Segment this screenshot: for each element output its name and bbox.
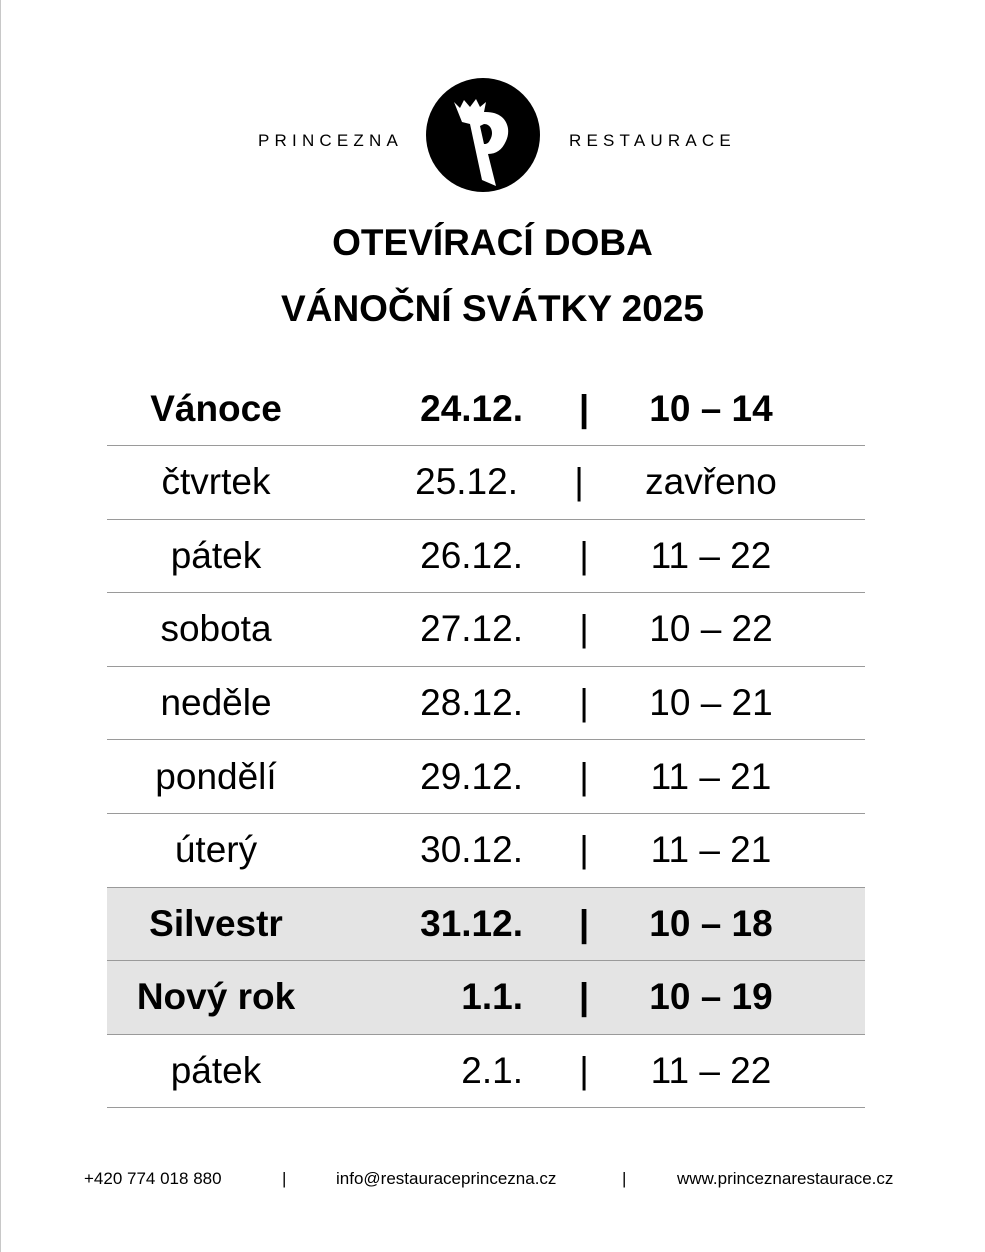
- row-date: 29.12.: [420, 755, 523, 797]
- row-separator: |: [578, 976, 590, 1018]
- row-hours: zavřeno: [645, 461, 777, 503]
- row-date: 31.12.: [420, 902, 523, 944]
- opening-hours-table: [107, 373, 865, 1108]
- row-day: Nový rok: [136, 976, 296, 1018]
- row-separator: |: [579, 682, 589, 724]
- table-row: [107, 446, 865, 520]
- row-day: pátek: [170, 534, 262, 576]
- row-date: 1.1.: [461, 976, 523, 1018]
- row-hours: 10 – 21: [649, 682, 773, 724]
- row-date: 27.12.: [420, 608, 523, 650]
- table-row-highlight: [107, 961, 865, 1035]
- contact-footer: [0, 1169, 985, 1193]
- footer-email: info@restauraceprincezna.cz: [336, 1169, 557, 1188]
- brand-name-left: PRINCEZNA: [258, 131, 404, 150]
- row-hours: 10 – 19: [649, 976, 773, 1018]
- table-row: [107, 593, 865, 667]
- princezna-logo-icon: [426, 78, 540, 192]
- brand-name-right: RESTAURACE: [569, 131, 736, 150]
- table-row: [107, 1035, 865, 1109]
- table-row: [107, 667, 865, 741]
- row-date: 24.12.: [420, 388, 523, 429]
- row-separator: |: [579, 755, 589, 797]
- row-separator: |: [578, 388, 590, 429]
- footer-website: www.princeznarestaurace.cz: [677, 1169, 894, 1188]
- row-day: sobota: [160, 608, 272, 650]
- footer-separator: |: [282, 1169, 287, 1188]
- row-date: 28.12.: [420, 682, 523, 724]
- table-row: [107, 520, 865, 594]
- row-separator: |: [579, 608, 589, 650]
- table-row: [107, 740, 865, 814]
- row-day: Vánoce: [150, 388, 282, 429]
- row-date: 25.12.: [415, 461, 518, 503]
- row-day: čtvrtek: [161, 461, 271, 503]
- row-hours: 11 – 21: [650, 755, 772, 797]
- row-day: Silvestr: [149, 902, 283, 944]
- page-subtitle: VÁNOČNÍ SVÁTKY 2025: [281, 288, 704, 329]
- row-date: 2.1.: [461, 1050, 523, 1092]
- footer-separator: |: [622, 1169, 627, 1188]
- row-date: 26.12.: [420, 534, 523, 576]
- table-row-highlight: [107, 888, 865, 962]
- header: [0, 78, 985, 192]
- row-day: pondělí: [155, 755, 277, 797]
- row-hours: 10 – 14: [649, 388, 773, 429]
- footer-phone: +420 774 018 880: [84, 1169, 222, 1188]
- row-separator: |: [579, 1050, 589, 1092]
- table-row: [107, 814, 865, 888]
- row-day: úterý: [174, 829, 258, 871]
- row-separator: |: [579, 534, 589, 576]
- row-day: pátek: [170, 1050, 262, 1092]
- row-hours: 11 – 21: [650, 829, 772, 871]
- row-hours: 11 – 22: [650, 1050, 772, 1092]
- row-separator: |: [579, 829, 589, 871]
- row-hours: 10 – 18: [649, 902, 773, 944]
- row-day: neděle: [160, 682, 272, 724]
- table-row: [107, 373, 865, 446]
- page-title: OTEVÍRACÍ DOBA: [332, 222, 653, 263]
- row-hours: 10 – 22: [649, 608, 773, 650]
- row-hours: 11 – 22: [650, 534, 772, 576]
- row-date: 30.12.: [420, 829, 523, 871]
- row-separator: |: [574, 461, 584, 503]
- row-separator: |: [578, 902, 590, 944]
